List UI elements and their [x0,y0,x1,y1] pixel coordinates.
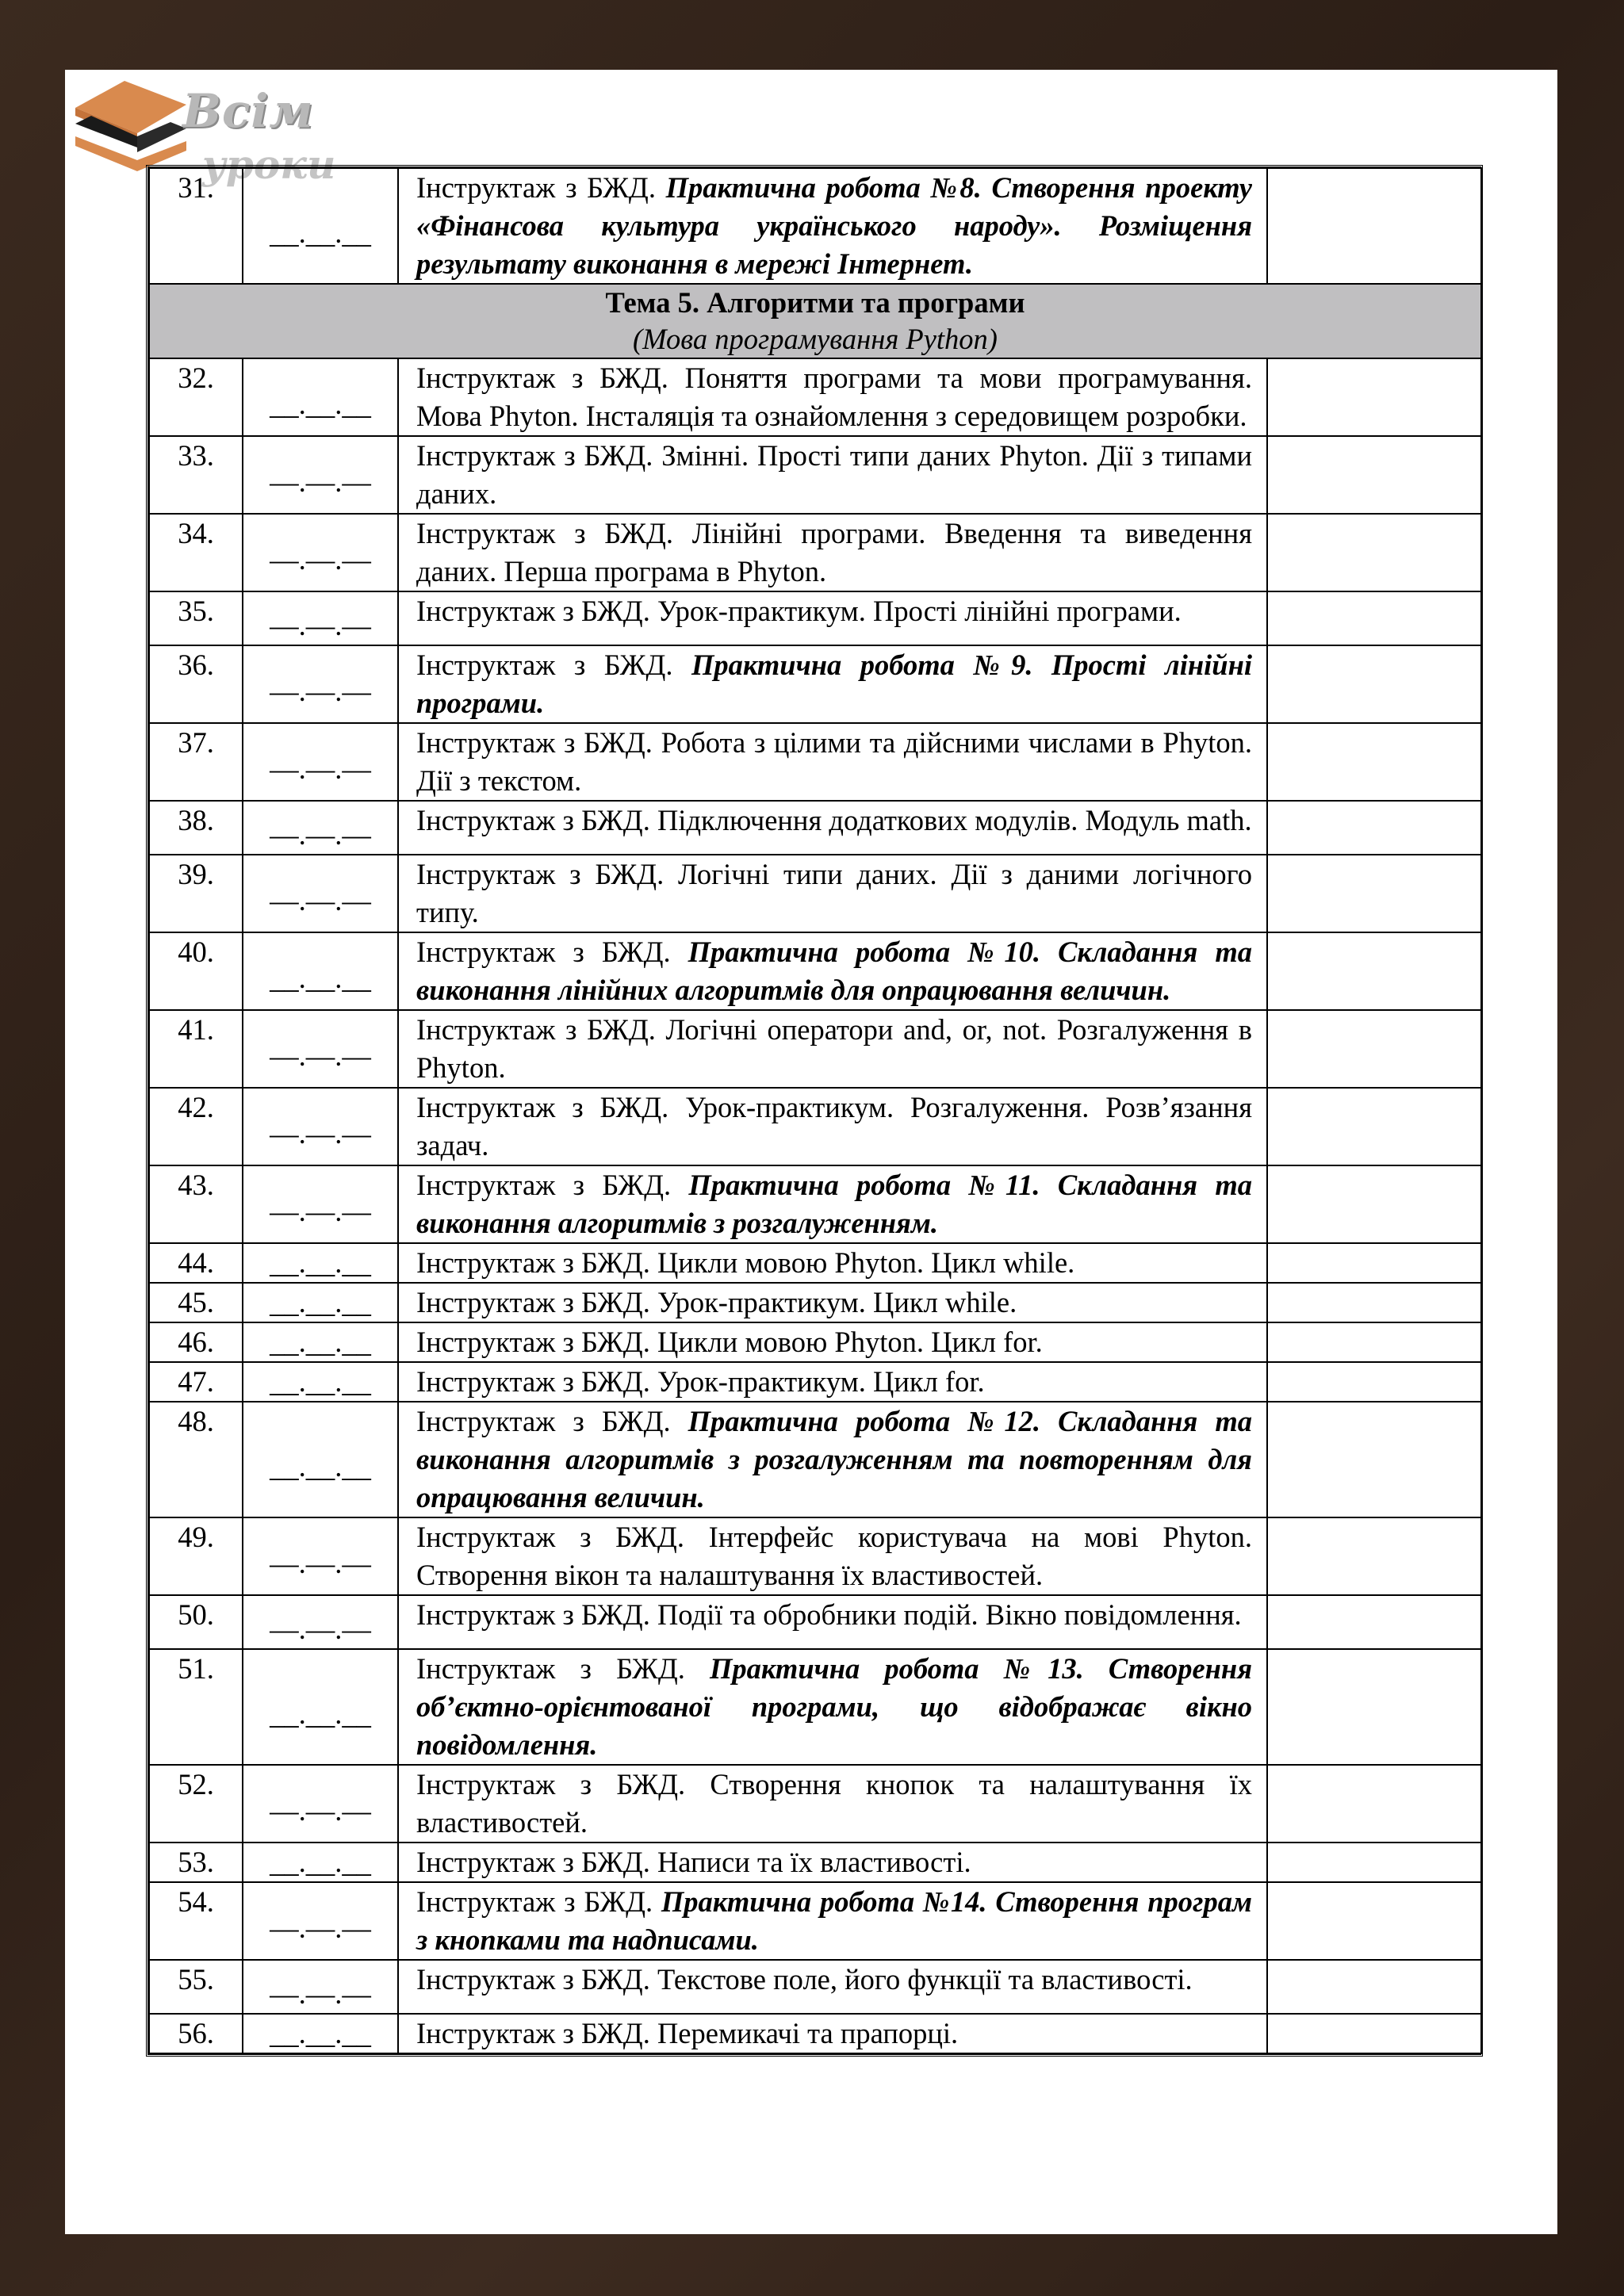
lesson-date-value: —.—.— [270,1911,371,1944]
lesson-date-value: —.—.— [270,1794,371,1827]
lesson-topic [398,1595,1267,1649]
lesson-date [243,1649,398,1765]
lesson-topic-prefix: Інструктаж з БЖД. [416,171,666,204]
lesson-date [243,358,398,436]
table-row [149,1283,1481,1322]
table-body [149,168,1481,2053]
lesson-date [243,645,398,723]
lesson-date-value: —.—.— [270,1195,371,1227]
table-row [149,2014,1481,2053]
lesson-date-value: __.__.__ [270,1286,371,1318]
lesson-number: 50. [149,1595,243,1649]
lesson-topic [398,855,1267,932]
lesson-note [1267,1165,1481,1243]
lesson-note [1267,723,1481,801]
practical-work-title: Практична робота №11. Складання та виконання алгоритмів з розгалуженням. [416,1169,1252,1239]
lesson-number: 37. [149,723,243,801]
lesson-number: 44. [149,1243,243,1283]
lesson-topic [398,1517,1267,1595]
lesson-note [1267,1322,1481,1362]
lesson-topic-prefix: Інструктаж з БЖД. [416,1169,689,1201]
lesson-date-value: __.__.__ [270,1365,371,1398]
lesson-topic-text: Інструктаж з БЖД. Події та обробники подій. Вікно повідомлення. [416,1598,1242,1631]
lesson-number: 56. [149,2014,243,2053]
lesson-note [1267,1283,1481,1322]
lesson-date-value: __.__.__ [270,216,371,249]
lesson-number: 36. [149,645,243,723]
lesson-topic [398,1765,1267,1843]
table-row [149,723,1481,801]
lesson-date-value: __.__.__ [270,1450,371,1483]
lesson-topic [398,436,1267,514]
lesson-topic-text: Інструктаж з БЖД. Урок-практикум. Цикл while. [416,1286,1017,1318]
lesson-topic-text: Інструктаж з БЖД. Текстове поле, його функції та властивості. [416,1963,1193,1996]
lesson-topic [398,1960,1267,2014]
lesson-topic [398,168,1267,284]
table-row [149,855,1481,932]
table-row [149,645,1481,723]
lesson-note [1267,1517,1481,1595]
practical-work-title: Практична робота №10. Складання та виконання лінійних алгоритмів для опрацювання величин. [416,936,1252,1006]
table-row [149,932,1481,1010]
table-row [149,1322,1481,1362]
lesson-number: 52. [149,1765,243,1843]
lesson-topic [398,645,1267,723]
lesson-date-value: __.__.__ [270,2017,371,2049]
practical-work-title: Практична робота №13. Створення об’єктно-орієнтованої програми, що відображає вікно повідомлення. [416,1652,1253,1761]
lesson-date [243,932,398,1010]
lesson-date [243,168,398,284]
table-row [149,1765,1481,1843]
lesson-topic-text: Інструктаж з БЖД. Інтерфейс користувача на мові Phyton. Створення вікон та налаштування їх властивостей. [416,1521,1252,1591]
lesson-note [1267,2014,1481,2053]
lesson-topic [398,358,1267,436]
practical-work-title: Практична робота №8. Створення проекту «Фінансова культура українського народу». Розміщення результату виконання в мережі Інтернет. [416,171,1252,280]
table-row [149,1882,1481,1960]
lesson-topic-prefix: Інструктаж з БЖД. [416,1405,688,1437]
lesson-topic-text: Інструктаж з БЖД. Створення кнопок та налаштування їх властивостей. [416,1768,1252,1839]
lesson-topic-text: Інструктаж з БЖД. Перемикачі та прапорці. [416,2017,959,2049]
lesson-topic [398,932,1267,1010]
lesson-date-value: —.—.— [270,884,371,916]
table-row [149,1165,1481,1243]
lesson-date [243,1517,398,1595]
lesson-date-value: —.—.— [270,1039,371,1072]
table-row [149,1517,1481,1595]
lesson-note [1267,801,1481,855]
lesson-note [1267,1595,1481,1649]
lesson-topic [398,1322,1267,1362]
practical-work-title: Практична робота №9. Прості лінійні програми. [416,649,1252,719]
lesson-note [1267,855,1481,932]
lesson-date-value: —.—.— [270,1117,371,1150]
lesson-note [1267,1882,1481,1960]
table-row [149,358,1481,436]
practical-work-title: Практична робота №14. Створення програм з кнопками та надписами. [416,1885,1252,1956]
lesson-date [243,1322,398,1362]
lesson-number: 46. [149,1322,243,1362]
lesson-number: 54. [149,1882,243,1960]
lesson-note [1267,358,1481,436]
lesson-topic [398,1088,1267,1165]
lesson-topic-text: Інструктаж з БЖД. Змінні. Прості типи даних Phyton. Дії з типами даних. [416,439,1252,510]
table-row [149,1243,1481,1283]
lesson-topic-text: Інструктаж з БЖД. Урок-практикум. Прості лінійні програми. [416,595,1182,627]
lesson-date [243,1088,398,1165]
lesson-date-value: —.—.— [270,1547,371,1579]
lesson-topic-text: Інструктаж з БЖД. Написи та їх властивості. [416,1846,971,1878]
lesson-topic-text: Інструктаж з БЖД. Робота з цілими та дійсними числами в Phyton. Дії з текстом. [416,726,1252,797]
lesson-date-value: —.—.— [270,465,371,498]
lesson-date-value: __.__.__ [270,1246,371,1279]
lesson-number: 39. [149,855,243,932]
lesson-note [1267,514,1481,591]
lesson-date [243,1960,398,2014]
lesson-date-value: __.__.__ [270,388,371,420]
lesson-topic-text: Інструктаж з БЖД. Логічні оператори and, or, not. Розгалуження в Phyton. [416,1013,1252,1084]
lesson-note [1267,1088,1481,1165]
lesson-topic-prefix: Інструктаж з БЖД. [416,1652,710,1685]
section-header-row [149,284,1481,358]
lesson-note [1267,645,1481,723]
lesson-number: 31. [149,168,243,284]
lesson-topic [398,1010,1267,1088]
lesson-date [243,1882,398,1960]
lesson-date [243,1402,398,1517]
lesson-note [1267,1765,1481,1843]
lesson-date [243,1362,398,1402]
lesson-date-value: __.__.__ [270,1846,371,1878]
lesson-date [243,801,398,855]
logo-text-2: уроки [202,141,336,188]
lesson-date [243,436,398,514]
lesson-note [1267,591,1481,645]
table-row [149,436,1481,514]
lesson-date [243,1165,398,1243]
lesson-date [243,723,398,801]
lesson-date-value: —.—.— [270,609,371,641]
lesson-number: 33. [149,436,243,514]
lesson-topic [398,801,1267,855]
table-row [149,1843,1481,1882]
lesson-date-value: __.__.__ [270,962,371,994]
lesson-topic [398,1402,1267,1517]
lesson-number: 45. [149,1283,243,1322]
lesson-topic-prefix: Інструктаж з БЖД. [416,649,691,681]
lesson-number: 43. [149,1165,243,1243]
lesson-date [243,1843,398,1882]
lesson-date [243,591,398,645]
logo-text: Всім [182,84,314,138]
table-row [149,1960,1481,2014]
lesson-number: 53. [149,1843,243,1882]
lesson-date [243,2014,398,2053]
lesson-date-value: __.__.__ [270,1326,371,1358]
lesson-number: 34. [149,514,243,591]
lesson-date [243,1765,398,1843]
lesson-topic-text: Інструктаж з БЖД. Поняття програми та мови програмування. Мова Phyton. Інсталяція та ознайомлення з середовищем розробки. [416,362,1252,432]
lesson-number: 55. [149,1960,243,2014]
lesson-topic-text: Інструктаж з БЖД. Лінійні програми. Введення та виведення даних. Перша програма в Phyton. [416,517,1252,587]
lesson-topic [398,1843,1267,1882]
lesson-number: 48. [149,1402,243,1517]
lesson-topic-text: Інструктаж з БЖД. Логічні типи даних. Дії з даними логічного типу. [416,858,1252,928]
table-row [149,168,1481,284]
lesson-number: 35. [149,591,243,645]
lesson-note [1267,1843,1481,1882]
lesson-topic-text: Інструктаж з БЖД. Цикли мовою Phyton. Цикл for. [416,1326,1043,1358]
table-row [149,1595,1481,1649]
table-row [149,1010,1481,1088]
lesson-note [1267,168,1481,284]
lesson-number: 47. [149,1362,243,1402]
section-header [149,284,1481,358]
lesson-date-value: —.—.— [270,818,371,851]
lesson-topic-text: Інструктаж з БЖД. Підключення додаткових модулів. Модуль math. [416,804,1252,836]
lesson-date [243,1595,398,1649]
lesson-date [243,855,398,932]
lesson-topic-text: Інструктаж з БЖД. Урок-практикум. Розгалуження. Розв’язання задач. [416,1091,1252,1161]
lesson-date-value: —.—.— [270,752,371,785]
lesson-number: 49. [149,1517,243,1595]
lesson-note [1267,1649,1481,1765]
lesson-note [1267,1402,1481,1517]
lesson-topic [398,1243,1267,1283]
lesson-topic-text: Інструктаж з БЖД. Урок-практикум. Цикл for. [416,1365,985,1398]
lesson-date [243,1243,398,1283]
lesson-number: 38. [149,801,243,855]
lesson-note [1267,932,1481,1010]
lesson-topic [398,1165,1267,1243]
lesson-number: 51. [149,1649,243,1765]
lesson-topic [398,2014,1267,2053]
table-row [149,1362,1481,1402]
lesson-date [243,1010,398,1088]
lesson-topic [398,591,1267,645]
lesson-date-value: —.—.— [270,543,371,576]
section-title: Тема 5. Алгоритми та програми [605,286,1025,319]
lesson-date [243,514,398,591]
table-row [149,1649,1481,1765]
lesson-topic [398,1882,1267,1960]
lesson-topic [398,514,1267,591]
lesson-number: 41. [149,1010,243,1088]
stacked-books-icon [75,78,194,173]
table-row [149,1402,1481,1517]
section-subtitle: (Мова програмування Python) [633,323,998,355]
lesson-topic-text: Інструктаж з БЖД. Цикли мовою Phyton. Цикл while. [416,1246,1075,1279]
lesson-topic [398,723,1267,801]
lesson-note [1267,1010,1481,1088]
lesson-date-value: —.—.— [270,1977,371,2010]
lesson-topic-prefix: Інструктаж з БЖД. [416,1885,661,1918]
lesson-note [1267,1362,1481,1402]
lesson-topic [398,1649,1267,1765]
lesson-date [243,1283,398,1322]
lesson-date-value: —.—.— [270,675,371,707]
lesson-number: 42. [149,1088,243,1165]
lesson-number: 40. [149,932,243,1010]
lesson-note [1267,436,1481,514]
lesson-note [1267,1243,1481,1283]
lesson-topic [398,1362,1267,1402]
lesson-date-value: —.—.— [270,1613,371,1645]
lesson-topic-prefix: Інструктаж з БЖД. [416,936,688,968]
practical-work-title: Практична робота №12. Складання та виконання алгоритмів з розгалуженням та повторенням для опрацювання величин. [416,1405,1252,1513]
table-row [149,801,1481,855]
table-row [149,591,1481,645]
table-row [149,1088,1481,1165]
lesson-topic [398,1283,1267,1322]
lesson-date-value: __.__.__ [270,1697,371,1730]
lesson-note [1267,1960,1481,2014]
lesson-plan-table [146,165,1483,2057]
lesson-number: 32. [149,358,243,436]
table-row [149,514,1481,591]
